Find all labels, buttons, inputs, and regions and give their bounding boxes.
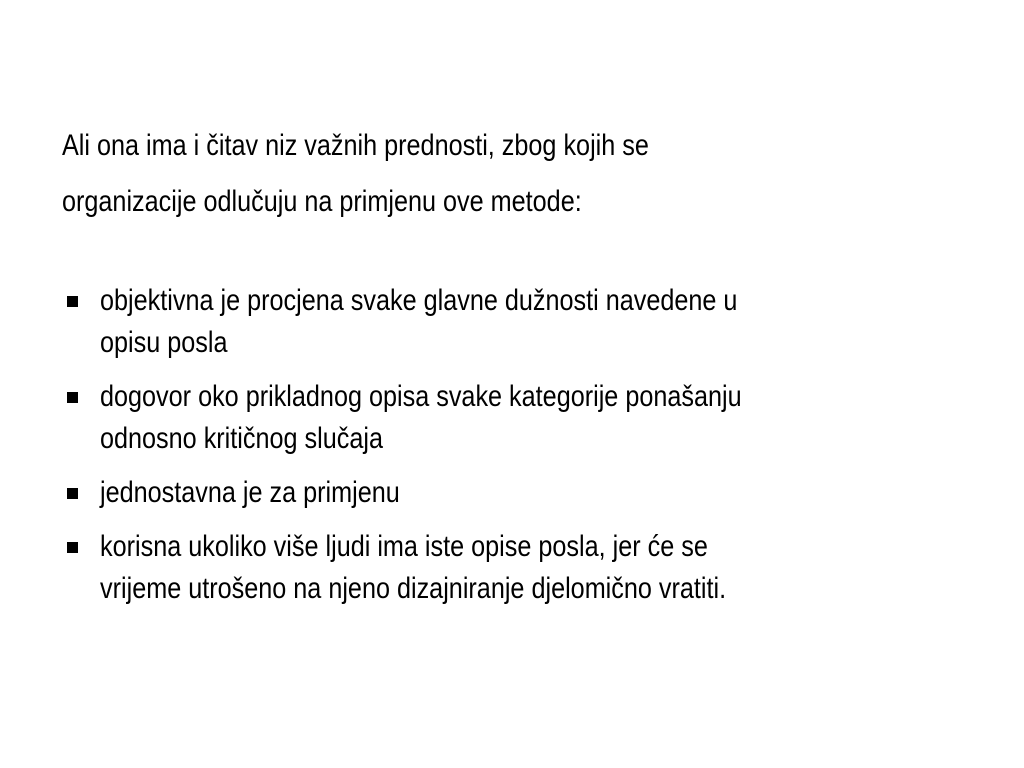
bullet-text — [100, 280, 962, 364]
bullet-line: odnosno kritičnog slučaja — [100, 422, 383, 455]
bullet-item-3 — [62, 472, 962, 514]
intro-line-1: Ali ona ima i čitav niz važnih prednosti, zbog kojih se — [62, 129, 649, 162]
bullet-item-1 — [62, 280, 962, 364]
bullet-item-2 — [62, 376, 962, 460]
bullet-line: objektivna je procjena svake glavne dužnosti navedene u — [100, 284, 738, 317]
bullet-line: opisu posla — [100, 326, 228, 359]
square-bullet-icon — [67, 392, 78, 403]
bullet-line: korisna ukoliko više ljudi ima iste opise posla, jer će se — [100, 530, 708, 563]
square-bullet-icon — [67, 542, 78, 553]
bullet-line: vrijeme utrošeno na njeno dizajniranje djelomično vratiti. — [100, 572, 727, 605]
bullet-text — [100, 526, 962, 610]
bullet-item-4 — [62, 526, 962, 610]
square-bullet-icon — [67, 488, 78, 499]
bullet-line: jednostavna je za primjenu — [100, 476, 400, 509]
intro-line-2: organizacije odlučuju na primjenu ove metode: — [62, 185, 582, 218]
bullet-line: dogovor oko prikladnog opisa svake kategorije ponašanju — [100, 380, 742, 413]
slide-content — [62, 118, 962, 622]
bullet-text — [100, 376, 962, 460]
square-bullet-icon — [67, 296, 78, 307]
intro-paragraph — [62, 118, 962, 230]
bullet-list — [62, 280, 962, 610]
bullet-text — [100, 472, 962, 514]
